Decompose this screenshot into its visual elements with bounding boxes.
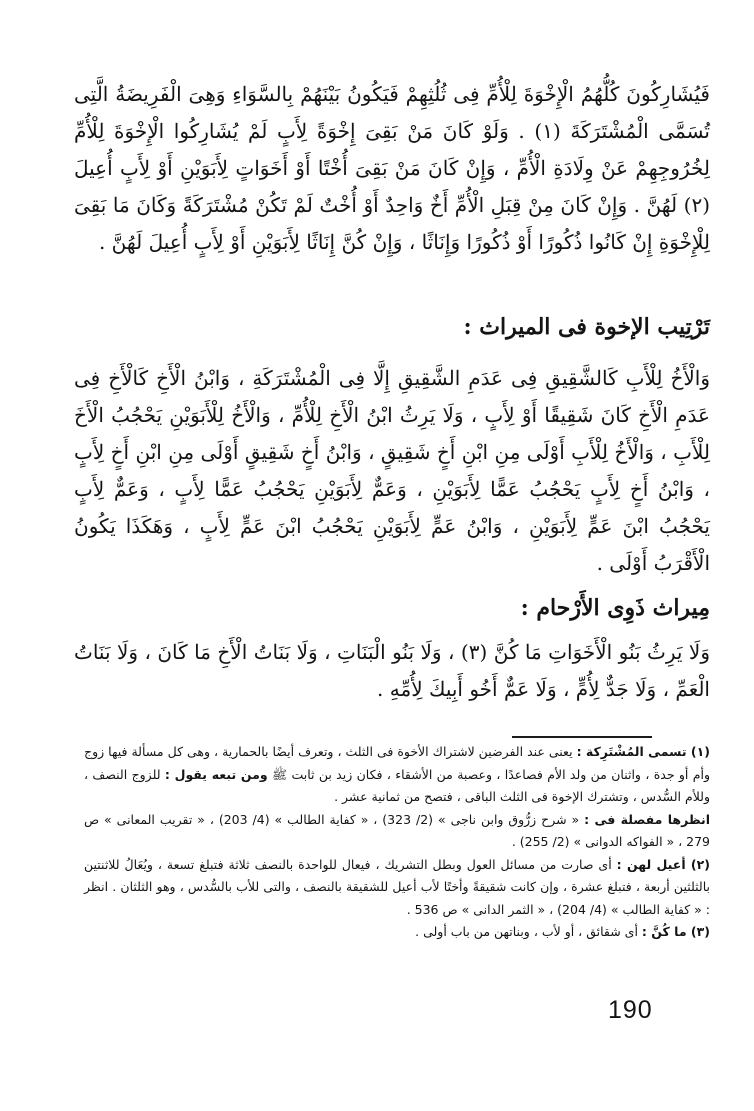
heading-brothers-order: تَرْتِيب الإخوة فى الميراث : <box>463 314 710 340</box>
footnote-1-sub-head: ومن تبعه يقول : <box>164 766 268 782</box>
footnote-3-head: (٣) ما كُنَّ : <box>641 924 710 939</box>
footnote-2-text: أى صارت من مسائل العول وبطل التشريك ، فيعال للواحدة بالنصف ثلاثة فتبلغ تسعة ، ويُعَالُ للاثنتين بالثلثين أربعة ، فتبلغ عشرة ، وإن كانت شقيقةً وأختًا لأب أعيل للشقيقة بالنصف ، والتى للأب بالسُّدس ، وهو الثلثان . انظر : « كفاية الطالب » (4/ 204) ، « الثمر الدانى » ص 536 . <box>84 856 710 917</box>
paragraph-shared-inheritance: فَيُشَارِكُونَ كُلُّهُمُ الْإِخْوَةَ لِلْأُمِّ فِى ثُلُثِهِمْ فَيَكُونُ بَيْنَهُمْ بِالسَّوَاءِ وَهِىَ الْفَرِيضَةُ الَّتِى تُسَمَّى الْمُشْتَرَكَةَ (١) . وَلَوْ كَانَ مَنْ بَقِىَ إِخْوَةً لِأَبٍ لَمْ يُشَارِكُوا الْإِخْوَةَ لِلْأُمِّ لِخُرُوجِهِمْ عَنْ وِلَادَةِ الْأُمِّ ، وَإِنْ كَانَ مَنْ بَقِىَ أُخْتًا أَوْ أَخَوَاتٍ لِأَبَوَيْنِ أَوْ لِأَبٍ أُعِيلَ (٢) لَهُنَّ . وَإِنْ كَانَ مِنْ قِبَلِ الْأُمِّ أَخٌ وَاحِدٌ أَوْ أُخْتٌ لَمْ تَكُنْ مُشْتَرَكَةً وَكَانَ مَا بَقِىَ لِلْإِخْوَةِ إِنْ كَانُوا ذُكُورًا أَوْ ذُكُورًا وَإِنَاثًا ، وَإِنْ كُنَّ إِنَاثًا لِأَبَوَيْنِ أَوْ لِأَبٍ أُعِيلَ لَهُنَّ . <box>74 82 710 254</box>
heading-distant-kindred: مِيراث ذَوِى الأَرْحام : <box>520 595 710 621</box>
footnotes <box>84 741 710 944</box>
footnote-2-head: (٢) أعيل لهن : <box>616 856 711 872</box>
footnote-1-ref-head: انظرها مفصلة فى : <box>584 811 711 827</box>
footnote-1-text: يعنى عند الفرضين لاشتراك الأخوة فى الثلث ، وتعرف أيضًا بالحمارية ، وهى كل مسألة فيها زوج وأم أو جدة ، واثنان من ولد الأم فصاعدًا ، وعصبة من الأشقاء ، فكان زيد بن ثابت ﷺ <box>84 744 710 782</box>
footnote-3 <box>84 921 710 944</box>
footnote-separator <box>512 736 652 738</box>
footnote-1-head: (١) تسمى المُشْتَرِكة : <box>576 744 710 759</box>
footnote-1-sub-text: للزوج النصف ، وللأم السُّدس ، وتشترك الإخوة فى الثلث الباقى ، فتصح من ثمانية عشر . <box>84 766 710 804</box>
footnote-1-ref-text: « شرح زرُّوق وابن ناجى » (2/ 323) ، « كفاية الطالب » (4/ 203) ، « تقريب المعانى » ص 279 ، « الفواكه الدوانى » (2/ 255) . <box>84 811 710 849</box>
paragraph-brothers-order: وَالْأَخُ لِلْأَبِ كَالشَّقِيقِ فِى عَدَمِ الشَّقِيقِ إِلَّا فِى الْمُشْتَرَكَةِ ، وَابْنُ الْأَخِ كَالْأَخِ فِى عَدَمِ الْأَخِ كَانَ شَقِيقًا أَوْ لِأَبٍ ، وَلَا يَرِثُ ابْنُ الْأَخِ لِلْأُمِّ ، وَالْأَخُ لِلْأَبَوَيْنِ يَحْجُبُ الْأَخَ لِلْأَبِ ، وَالْأَخُ لِلْأَبِ أَوْلَى مِنِ ابْنِ أَخٍ شَقِيقٍ ، وَابْنُ أَخٍ شَقِيقٍ أَوْلَى مِنِ ابْنِ أَخٍ لِأَبٍ ، وَابْنُ أَخٍ لِأَبٍ يَحْجُبُ عَمًّا لِأَبَوَيْنِ ، وَعَمٌّ لِأَبَوَيْنِ يَحْجُبُ عَمًّا لِأَبٍ ، وَعَمٌّ لِأَبٍ يَحْجُبُ ابْنَ عَمٍّ لِأَبَوَيْنِ ، وَابْنُ عَمٍّ لِأَبَوَيْنِ يَحْجُبُ ابْنَ عَمٍّ لِأَبٍ ، وَهَكَذَا يَكُونُ الْأَقْرَبُ أَوْلَى . <box>74 366 710 575</box>
footnote-1-references <box>84 809 710 854</box>
footnote-1 <box>84 741 710 809</box>
footnote-2 <box>84 854 710 922</box>
footnote-3-text: أى شقائق ، أو لأب ، وبناتهن من باب أولى . <box>415 924 638 939</box>
page-number: 190 <box>608 996 653 1024</box>
paragraph-distant-kindred: وَلَا يَرِثُ بَنُو الْأَخَوَاتِ مَا كُنَّ (٣) ، وَلَا بَنُو الْبَنَاتِ ، وَلَا بَنَاتُ الْأَخِ مَا كَانَ ، وَلَا بَنَاتُ الْعَمِّ ، وَلَا جَدٌّ لِأُمٍّ ، وَلَا عَمٌّ أَخُو أَبِيكَ لِأُمِّهِ . <box>74 640 710 701</box>
